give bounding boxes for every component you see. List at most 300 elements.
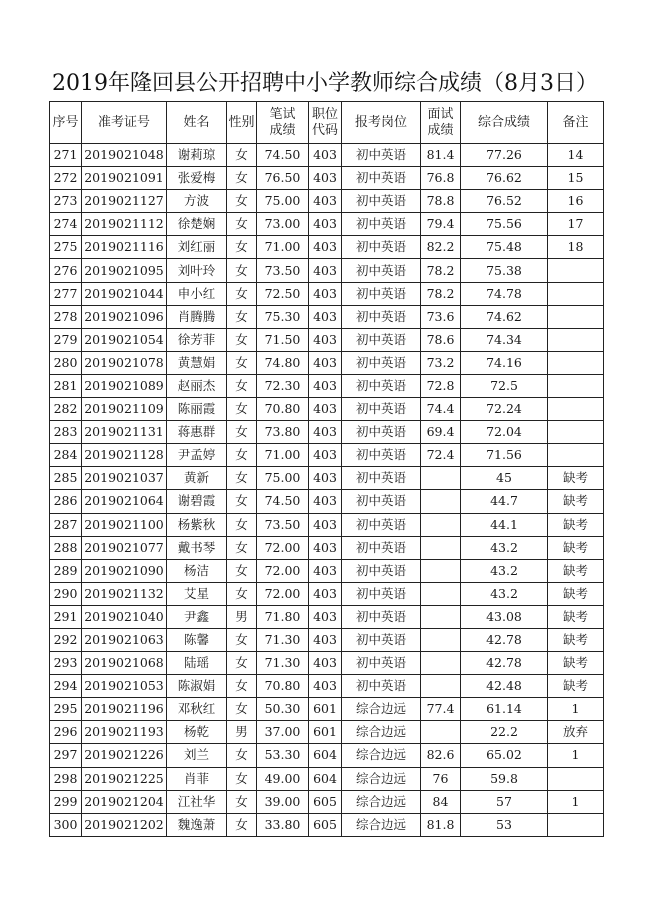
cell-gender: 女 xyxy=(227,213,257,236)
cell-note: 缺考 xyxy=(548,675,604,698)
cell-exam-no: 2019021196 xyxy=(82,698,167,721)
cell-seq: 282 xyxy=(50,398,82,421)
cell-position: 初中英语 xyxy=(342,652,421,675)
cell-position-code: 403 xyxy=(309,144,342,167)
cell-total-score: 43.08 xyxy=(461,605,548,628)
cell-position-code: 403 xyxy=(309,398,342,421)
cell-total-score: 43.2 xyxy=(461,582,548,605)
cell-total-score: 75.56 xyxy=(461,213,548,236)
cell-exam-no: 2019021053 xyxy=(82,675,167,698)
cell-seq: 273 xyxy=(50,190,82,213)
cell-interview-score xyxy=(421,559,461,582)
cell-gender: 女 xyxy=(227,813,257,836)
cell-interview-score: 78.6 xyxy=(421,328,461,351)
cell-seq: 286 xyxy=(50,490,82,513)
cell-position-code: 403 xyxy=(309,582,342,605)
header-label: 成绩 xyxy=(269,122,296,138)
cell-written-score: 33.80 xyxy=(257,813,309,836)
table-row xyxy=(50,305,604,328)
cell-written-score: 71.50 xyxy=(257,328,309,351)
cell-exam-no: 2019021096 xyxy=(82,305,167,328)
cell-position: 初中英语 xyxy=(342,421,421,444)
cell-gender: 男 xyxy=(227,721,257,744)
cell-note: 15 xyxy=(548,167,604,190)
cell-exam-no: 2019021226 xyxy=(82,744,167,767)
cell-exam-no: 2019021063 xyxy=(82,628,167,651)
cell-position: 综合边远 xyxy=(342,744,421,767)
cell-position: 综合边远 xyxy=(342,698,421,721)
cell-name: 黄慧娟 xyxy=(167,351,227,374)
cell-total-score: 42.78 xyxy=(461,652,548,675)
cell-interview-score: 77.4 xyxy=(421,698,461,721)
header-written-score xyxy=(257,102,309,144)
cell-position-code: 403 xyxy=(309,444,342,467)
cell-interview-score: 82.6 xyxy=(421,744,461,767)
cell-seq: 287 xyxy=(50,513,82,536)
cell-written-score: 74.50 xyxy=(257,490,309,513)
cell-total-score: 75.38 xyxy=(461,259,548,282)
cell-gender: 女 xyxy=(227,652,257,675)
cell-total-score: 74.34 xyxy=(461,328,548,351)
cell-name: 肖腾腾 xyxy=(167,305,227,328)
cell-note: 缺考 xyxy=(548,467,604,490)
cell-position-code: 403 xyxy=(309,259,342,282)
cell-name: 刘兰 xyxy=(167,744,227,767)
cell-name: 蒋惠群 xyxy=(167,421,227,444)
cell-seq: 298 xyxy=(50,767,82,790)
cell-written-score: 70.80 xyxy=(257,675,309,698)
cell-name: 邓秋红 xyxy=(167,698,227,721)
table-row xyxy=(50,398,604,421)
cell-note: 缺考 xyxy=(548,605,604,628)
cell-position-code: 403 xyxy=(309,421,342,444)
table-row xyxy=(50,652,604,675)
cell-written-score: 71.30 xyxy=(257,628,309,651)
header-name xyxy=(167,102,227,144)
cell-exam-no: 2019021132 xyxy=(82,582,167,605)
cell-seq: 299 xyxy=(50,790,82,813)
cell-total-score: 72.24 xyxy=(461,398,548,421)
cell-written-score: 37.00 xyxy=(257,721,309,744)
header-label: 职位 xyxy=(311,106,338,122)
cell-position-code: 605 xyxy=(309,813,342,836)
cell-interview-score: 78.8 xyxy=(421,190,461,213)
cell-note: 缺考 xyxy=(548,652,604,675)
table-row xyxy=(50,236,604,259)
cell-position-code: 601 xyxy=(309,698,342,721)
cell-gender: 女 xyxy=(227,259,257,282)
cell-position-code: 403 xyxy=(309,652,342,675)
cell-gender: 女 xyxy=(227,190,257,213)
cell-interview-score: 76 xyxy=(421,767,461,790)
cell-seq: 277 xyxy=(50,282,82,305)
cell-exam-no: 2019021077 xyxy=(82,536,167,559)
cell-seq: 292 xyxy=(50,628,82,651)
cell-gender: 女 xyxy=(227,790,257,813)
document-title: 2019年隆回县公开招聘中小学教师综合成绩（8月3日） xyxy=(52,71,598,96)
cell-gender: 女 xyxy=(227,698,257,721)
cell-total-score: 76.52 xyxy=(461,190,548,213)
cell-gender: 女 xyxy=(227,675,257,698)
cell-position: 初中英语 xyxy=(342,675,421,698)
cell-interview-score: 72.8 xyxy=(421,374,461,397)
cell-gender: 男 xyxy=(227,605,257,628)
cell-position-code: 403 xyxy=(309,490,342,513)
cell-gender: 女 xyxy=(227,374,257,397)
cell-position-code: 403 xyxy=(309,328,342,351)
cell-note xyxy=(548,328,604,351)
cell-exam-no: 2019021091 xyxy=(82,167,167,190)
cell-seq: 279 xyxy=(50,328,82,351)
cell-name: 戴书琴 xyxy=(167,536,227,559)
cell-position-code: 403 xyxy=(309,374,342,397)
header-label: 面试 xyxy=(427,106,454,122)
cell-seq: 290 xyxy=(50,582,82,605)
cell-written-score: 71.30 xyxy=(257,652,309,675)
cell-name: 黄新 xyxy=(167,467,227,490)
cell-note: 缺考 xyxy=(548,628,604,651)
header-label: 笔试 xyxy=(269,106,296,122)
cell-note: 14 xyxy=(548,144,604,167)
cell-total-score: 77.26 xyxy=(461,144,548,167)
table-row xyxy=(50,167,604,190)
cell-written-score: 49.00 xyxy=(257,767,309,790)
cell-position: 初中英语 xyxy=(342,467,421,490)
cell-position: 初中英语 xyxy=(342,282,421,305)
cell-name: 徐芳菲 xyxy=(167,328,227,351)
cell-written-score: 74.80 xyxy=(257,351,309,374)
cell-written-score: 72.00 xyxy=(257,536,309,559)
cell-total-score: 72.04 xyxy=(461,421,548,444)
cell-written-score: 53.30 xyxy=(257,744,309,767)
table-row xyxy=(50,698,604,721)
cell-position-code: 403 xyxy=(309,190,342,213)
cell-position: 初中英语 xyxy=(342,374,421,397)
cell-name: 徐楚娴 xyxy=(167,213,227,236)
cell-total-score: 59.8 xyxy=(461,767,548,790)
cell-position-code: 403 xyxy=(309,282,342,305)
cell-position-code: 403 xyxy=(309,236,342,259)
cell-interview-score: 72.4 xyxy=(421,444,461,467)
header-label: 性别 xyxy=(228,114,255,130)
cell-position: 初中英语 xyxy=(342,628,421,651)
cell-interview-score: 82.2 xyxy=(421,236,461,259)
cell-seq: 300 xyxy=(50,813,82,836)
cell-note: 16 xyxy=(548,190,604,213)
header-exam-no xyxy=(82,102,167,144)
cell-position-code: 403 xyxy=(309,213,342,236)
cell-position-code: 605 xyxy=(309,790,342,813)
cell-note: 1 xyxy=(548,790,604,813)
cell-written-score: 73.50 xyxy=(257,513,309,536)
cell-position: 综合边远 xyxy=(342,813,421,836)
cell-gender: 女 xyxy=(227,328,257,351)
cell-total-score: 61.14 xyxy=(461,698,548,721)
cell-total-score: 74.16 xyxy=(461,351,548,374)
cell-exam-no: 2019021204 xyxy=(82,790,167,813)
cell-interview-score: 84 xyxy=(421,790,461,813)
cell-gender: 女 xyxy=(227,398,257,421)
cell-interview-score xyxy=(421,513,461,536)
header-row xyxy=(50,102,604,144)
cell-position-code: 403 xyxy=(309,628,342,651)
cell-exam-no: 2019021127 xyxy=(82,190,167,213)
cell-total-score: 74.62 xyxy=(461,305,548,328)
table-row xyxy=(50,259,604,282)
table-row xyxy=(50,328,604,351)
cell-note: 缺考 xyxy=(548,536,604,559)
cell-interview-score xyxy=(421,652,461,675)
cell-interview-score xyxy=(421,628,461,651)
cell-total-score: 75.48 xyxy=(461,236,548,259)
cell-position-code: 403 xyxy=(309,605,342,628)
cell-gender: 女 xyxy=(227,144,257,167)
cell-position: 初中英语 xyxy=(342,190,421,213)
table-row xyxy=(50,467,604,490)
cell-gender: 女 xyxy=(227,767,257,790)
cell-seq: 296 xyxy=(50,721,82,744)
cell-note xyxy=(548,259,604,282)
cell-seq: 276 xyxy=(50,259,82,282)
cell-note xyxy=(548,305,604,328)
cell-interview-score: 79.4 xyxy=(421,213,461,236)
cell-interview-score: 78.2 xyxy=(421,259,461,282)
cell-note xyxy=(548,398,604,421)
cell-note: 1 xyxy=(548,698,604,721)
table-row xyxy=(50,490,604,513)
cell-seq: 293 xyxy=(50,652,82,675)
cell-total-score: 71.56 xyxy=(461,444,548,467)
cell-interview-score: 69.4 xyxy=(421,421,461,444)
cell-written-score: 73.50 xyxy=(257,259,309,282)
cell-note xyxy=(548,351,604,374)
cell-interview-score xyxy=(421,467,461,490)
cell-written-score: 72.00 xyxy=(257,582,309,605)
cell-total-score: 42.78 xyxy=(461,628,548,651)
cell-total-score: 76.62 xyxy=(461,167,548,190)
cell-total-score: 65.02 xyxy=(461,744,548,767)
cell-gender: 女 xyxy=(227,490,257,513)
cell-gender: 女 xyxy=(227,282,257,305)
cell-name: 陈淑娟 xyxy=(167,675,227,698)
cell-note: 缺考 xyxy=(548,490,604,513)
table-row xyxy=(50,213,604,236)
cell-position-code: 403 xyxy=(309,467,342,490)
cell-interview-score: 78.2 xyxy=(421,282,461,305)
table-row xyxy=(50,421,604,444)
cell-exam-no: 2019021116 xyxy=(82,236,167,259)
cell-seq: 274 xyxy=(50,213,82,236)
cell-position: 初中英语 xyxy=(342,213,421,236)
cell-position: 综合边远 xyxy=(342,790,421,813)
table-row xyxy=(50,675,604,698)
cell-note xyxy=(548,813,604,836)
cell-note: 17 xyxy=(548,213,604,236)
header-seq xyxy=(50,102,82,144)
cell-exam-no: 2019021090 xyxy=(82,559,167,582)
header-total-score xyxy=(461,102,548,144)
cell-position-code: 403 xyxy=(309,559,342,582)
cell-exam-no: 2019021128 xyxy=(82,444,167,467)
cell-position: 初中英语 xyxy=(342,536,421,559)
table-row xyxy=(50,628,604,651)
cell-position: 初中英语 xyxy=(342,513,421,536)
cell-position: 初中英语 xyxy=(342,444,421,467)
cell-seq: 291 xyxy=(50,605,82,628)
cell-name: 张爱梅 xyxy=(167,167,227,190)
cell-name: 刘叶玲 xyxy=(167,259,227,282)
cell-exam-no: 2019021068 xyxy=(82,652,167,675)
cell-note: 缺考 xyxy=(548,582,604,605)
cell-total-score: 22.2 xyxy=(461,721,548,744)
cell-written-score: 39.00 xyxy=(257,790,309,813)
header-interview-score xyxy=(421,102,461,144)
cell-interview-score xyxy=(421,536,461,559)
header-label: 成绩 xyxy=(427,122,454,138)
table-row xyxy=(50,767,604,790)
cell-position: 综合边远 xyxy=(342,767,421,790)
cell-gender: 女 xyxy=(227,559,257,582)
cell-name: 尹鑫 xyxy=(167,605,227,628)
cell-total-score: 43.2 xyxy=(461,559,548,582)
table-row xyxy=(50,144,604,167)
cell-seq: 283 xyxy=(50,421,82,444)
cell-exam-no: 2019021044 xyxy=(82,282,167,305)
cell-note xyxy=(548,282,604,305)
cell-note: 放弃 xyxy=(548,721,604,744)
cell-gender: 女 xyxy=(227,444,257,467)
cell-gender: 女 xyxy=(227,536,257,559)
table-row xyxy=(50,744,604,767)
cell-interview-score xyxy=(421,721,461,744)
table-row xyxy=(50,513,604,536)
cell-seq: 295 xyxy=(50,698,82,721)
cell-interview-score: 73.2 xyxy=(421,351,461,374)
cell-position-code: 403 xyxy=(309,675,342,698)
cell-position: 初中英语 xyxy=(342,559,421,582)
header-label: 姓名 xyxy=(183,114,210,130)
cell-written-score: 73.80 xyxy=(257,421,309,444)
cell-total-score: 53 xyxy=(461,813,548,836)
table-row xyxy=(50,790,604,813)
cell-position-code: 403 xyxy=(309,305,342,328)
cell-position: 初中英语 xyxy=(342,144,421,167)
table-row xyxy=(50,374,604,397)
cell-name: 谢碧霞 xyxy=(167,490,227,513)
cell-interview-score: 81.8 xyxy=(421,813,461,836)
cell-note xyxy=(548,444,604,467)
cell-note xyxy=(548,374,604,397)
table-row xyxy=(50,536,604,559)
cell-total-score: 44.7 xyxy=(461,490,548,513)
header-note xyxy=(548,102,604,144)
cell-name: 杨洁 xyxy=(167,559,227,582)
cell-exam-no: 2019021064 xyxy=(82,490,167,513)
cell-position-code: 403 xyxy=(309,351,342,374)
header-label: 代码 xyxy=(311,122,338,138)
header-label: 序号 xyxy=(52,114,79,130)
cell-exam-no: 2019021112 xyxy=(82,213,167,236)
cell-name: 肖菲 xyxy=(167,767,227,790)
cell-position: 初中英语 xyxy=(342,351,421,374)
cell-position: 初中英语 xyxy=(342,167,421,190)
cell-interview-score xyxy=(421,490,461,513)
cell-note: 缺考 xyxy=(548,559,604,582)
cell-written-score: 73.00 xyxy=(257,213,309,236)
cell-name: 杨紫秋 xyxy=(167,513,227,536)
cell-seq: 280 xyxy=(50,351,82,374)
cell-position-code: 601 xyxy=(309,721,342,744)
header-position xyxy=(342,102,421,144)
cell-gender: 女 xyxy=(227,582,257,605)
cell-exam-no: 2019021040 xyxy=(82,605,167,628)
table-row xyxy=(50,605,604,628)
cell-written-score: 70.80 xyxy=(257,398,309,421)
cell-name: 申小红 xyxy=(167,282,227,305)
cell-exam-no: 2019021095 xyxy=(82,259,167,282)
cell-exam-no: 2019021193 xyxy=(82,721,167,744)
cell-written-score: 75.30 xyxy=(257,305,309,328)
table-body xyxy=(50,144,604,837)
cell-exam-no: 2019021078 xyxy=(82,351,167,374)
cell-total-score: 72.5 xyxy=(461,374,548,397)
cell-position: 初中英语 xyxy=(342,259,421,282)
table-row xyxy=(50,190,604,213)
cell-name: 艾星 xyxy=(167,582,227,605)
cell-exam-no: 2019021109 xyxy=(82,398,167,421)
cell-gender: 女 xyxy=(227,305,257,328)
table-row xyxy=(50,559,604,582)
cell-gender: 女 xyxy=(227,236,257,259)
cell-position: 初中英语 xyxy=(342,490,421,513)
cell-total-score: 57 xyxy=(461,790,548,813)
header-gender xyxy=(227,102,257,144)
cell-written-score: 72.00 xyxy=(257,559,309,582)
cell-gender: 女 xyxy=(227,167,257,190)
cell-total-score: 42.48 xyxy=(461,675,548,698)
cell-position: 初中英语 xyxy=(342,305,421,328)
cell-gender: 女 xyxy=(227,744,257,767)
cell-gender: 女 xyxy=(227,467,257,490)
cell-position: 初中英语 xyxy=(342,398,421,421)
cell-written-score: 76.50 xyxy=(257,167,309,190)
cell-written-score: 75.00 xyxy=(257,190,309,213)
cell-total-score: 43.2 xyxy=(461,536,548,559)
cell-name: 尹孟婷 xyxy=(167,444,227,467)
cell-interview-score xyxy=(421,582,461,605)
table-row xyxy=(50,582,604,605)
cell-name: 赵丽杰 xyxy=(167,374,227,397)
cell-gender: 女 xyxy=(227,513,257,536)
table-row xyxy=(50,351,604,374)
cell-exam-no: 2019021202 xyxy=(82,813,167,836)
cell-exam-no: 2019021089 xyxy=(82,374,167,397)
cell-gender: 女 xyxy=(227,421,257,444)
cell-exam-no: 2019021100 xyxy=(82,513,167,536)
cell-name: 陈丽霞 xyxy=(167,398,227,421)
cell-seq: 278 xyxy=(50,305,82,328)
cell-written-score: 75.00 xyxy=(257,467,309,490)
cell-seq: 281 xyxy=(50,374,82,397)
cell-position: 初中英语 xyxy=(342,582,421,605)
cell-exam-no: 2019021054 xyxy=(82,328,167,351)
header-label: 综合成绩 xyxy=(477,114,530,130)
table-row xyxy=(50,813,604,836)
cell-written-score: 74.50 xyxy=(257,144,309,167)
cell-name: 陈馨 xyxy=(167,628,227,651)
cell-position-code: 403 xyxy=(309,536,342,559)
cell-seq: 294 xyxy=(50,675,82,698)
